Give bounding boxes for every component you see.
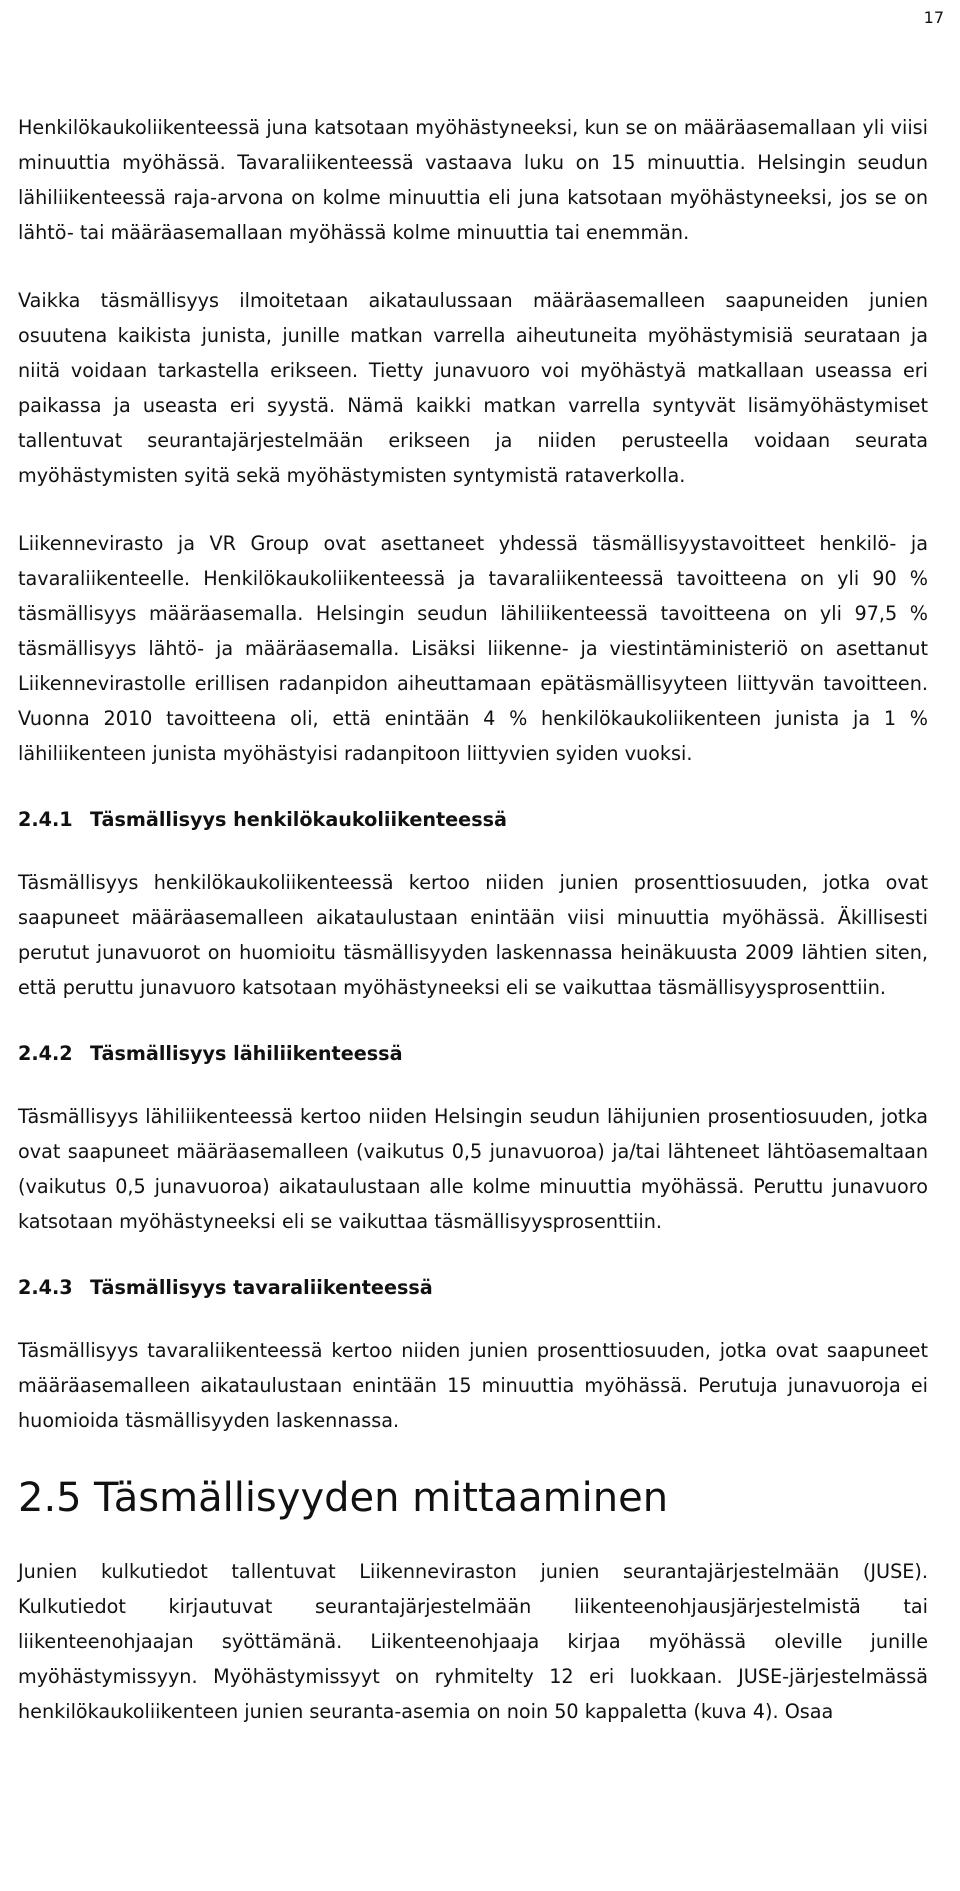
paragraph-commuter-punctuality: Täsmällisyys lähiliikenteessä kertoo niiden Helsingin seudun lähijunien prosentiosuuden, jotka ovat saapuneet määräasemalleen (vaikutus 0,5 junavuoroa) ja/tai lähteneet lähtöasemaltaan (vaikutus 0,5 junavuoroa) aikataulustaan alle kolme minuuttia myöhässä. Peruttu junavuoro katsotaan myöhästyneeksi eli se vaikuttaa täsmällisyysprosenttiin. [18,1105,928,1233]
page-content [18,110,928,1729]
section-heading-2-4-1 [18,803,928,837]
paragraph-delay-thresholds: Henkilökaukoliikenteessä juna katsotaan myöhästyneeksi, kun se on määräasemallaan yli viisi minuuttia myöhässä. Tavaraliikenteessä vastaava luku on 15 minuuttia. Helsingin seudun lähiliikenteessä raja-arvona on kolme minuuttia eli juna katsotaan myöhästyneeksi, jos se on lähtö- tai määräasemallaan myöhässä kolme minuuttia tai enemmän. [18,116,928,244]
paragraph-long-distance-punctuality: Täsmällisyys henkilökaukoliikenteessä kertoo niiden junien prosenttiosuuden, jotka ovat saapuneet määräasemalleen aikataulustaan enintään viisi minuuttia myöhässä. Äkillisesti perutut junavuorot on huomioitu täsmällisyyden laskennassa heinäkuusta 2009 lähtien siten, että peruttu junavuoro katsotaan myöhästyneeksi eli se vaikuttaa täsmällisyysprosenttiin. [18,871,928,999]
section-heading-2-5 [18,1470,928,1526]
section-title: Täsmällisyys lähiliikenteessä [90,1042,403,1065]
page-number: 17 [923,8,944,27]
section-heading-2-4-2 [18,1037,928,1071]
section-title: Täsmällisyyden mittaaminen [94,1475,669,1521]
section-heading-2-4-3 [18,1271,928,1305]
section-number: 2.4.1 [18,808,73,831]
paragraph-freight-punctuality: Täsmällisyys tavaraliikenteessä kertoo niiden junien prosenttiosuuden, jotka ovat saapuneet määräasemalleen aikataulustaan enintään 15 minuuttia myöhässä. Perutuja junavuoroja ei huomioida täsmällisyyden laskennassa. [18,1339,928,1432]
paragraph-punctuality-targets: Liikennevirasto ja VR Group ovat asettaneet yhdessä täsmällisyystavoitteet henkilö- ja tavaraliikenteelle. Henkilökaukoliikenteessä ja tavaraliikenteessä tavoitteena on yli 90 % täsmällisyys määräasemalla. Helsingin seudun lähiliikenteessä tavoitteena on yli 97,5 % täsmällisyys lähtö- ja määräasemalla. Lisäksi liikenne- ja viestintäministeriö on asettanut Liikennevirastolle erillisen radanpidon aiheuttamaan epätäsmällisyyteen liittyvän tavoitteen. Vuonna 2010 tavoitteena oli, että enintään 4 % henkilökaukoliikenteen junista ja 1 % lähiliikenteen junista myöhästyisi radanpitoon liittyvien syiden vuoksi. [18,532,928,765]
section-number: 2.5 [18,1475,82,1521]
section-title: Täsmällisyys henkilökaukoliikenteessä [90,808,507,831]
paragraph-delay-tracking: Vaikka täsmällisyys ilmoitetaan aikataulussaan määräasemalleen saapuneiden junien osuutena kaikista junista, junille matkan varrella aiheutuneita myöhästymisiä seurataan ja niitä voidaan tarkastella erikseen. Tietty junavuoro voi myöhästyä matkallaan useassa eri paikassa ja useasta eri syystä. Nämä kaikki matkan varrella syntyvät lisämyöhästymiset tallentuvat seurantajärjestelmään erikseen ja niiden perusteella voidaan seurata myöhästymisten syitä sekä myöhästymisten syntymistä rataverkolla. [18,289,928,487]
paragraph-measurement: Junien kulkutiedot tallentuvat Liikenneviraston junien seurantajärjestelmään (JUSE). Kulkutiedot kirjautuvat seurantajärjestelmään liikenteenohjausjärjestelmistä tai liikenteenohjaajan syöttämänä. Liikenteenohjaaja kirjaa myöhässä oleville junille myöhästymissyyn. Myöhästymissyyt on ryhmitelty 12 eri luokkaan. JUSE-järjestelmässä henkilökaukoliikenteen junien seuranta-asemia on noin 50 kappaletta (kuva 4). Osaa [18,1560,928,1723]
section-number: 2.4.2 [18,1042,73,1065]
section-title: Täsmällisyys tavaraliikenteessä [90,1276,433,1299]
section-number: 2.4.3 [18,1276,73,1299]
